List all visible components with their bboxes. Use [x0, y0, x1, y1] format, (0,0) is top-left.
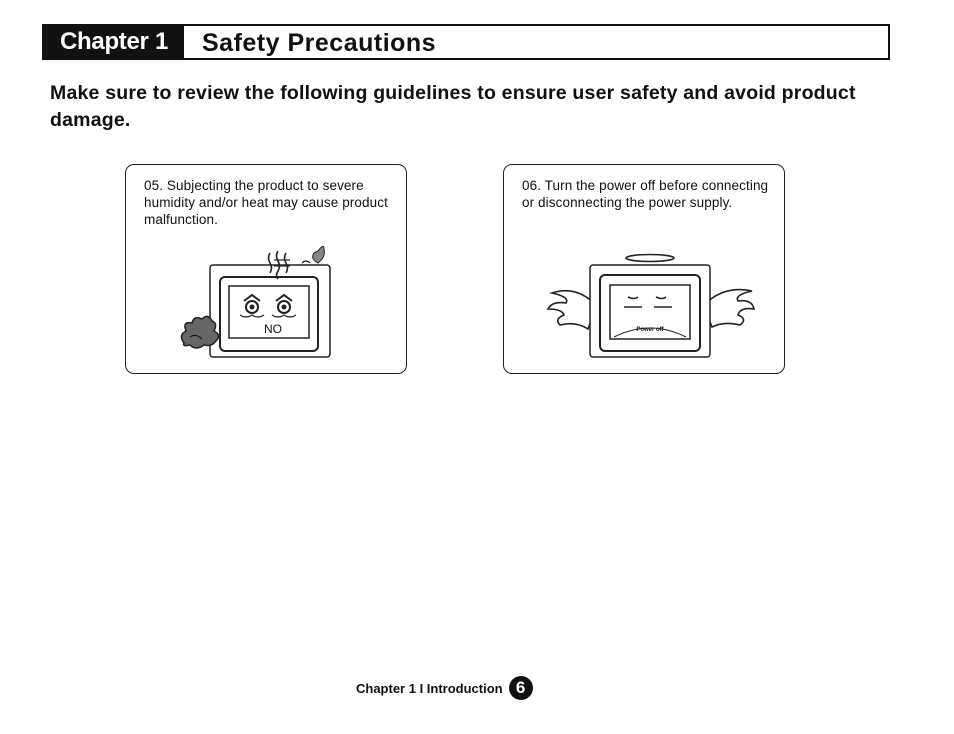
page-footer [356, 676, 533, 700]
page-title: Safety Precautions [202, 29, 437, 57]
footer-text: Chapter 1 I Introduction [356, 680, 503, 696]
precaution-text: 05. Subjecting the product to severe humidity and/or heat may cause product malfunction. [144, 178, 388, 227]
no-label: NO [264, 322, 282, 336]
precaution-card-06 [503, 164, 785, 374]
power-off-label: Power off [636, 327, 664, 333]
precaution-text: 06. Turn the power off before connecting or disconnecting the power supply. [522, 178, 769, 210]
page-number-badge: 6 [509, 676, 533, 700]
chapter-header [42, 24, 890, 60]
chapter-label: Chapter 1 [44, 26, 184, 58]
precaution-card-05 [125, 164, 407, 374]
intro-text: Make sure to review the following guidelines to ensure user safety and avoid product damage. [50, 82, 856, 131]
